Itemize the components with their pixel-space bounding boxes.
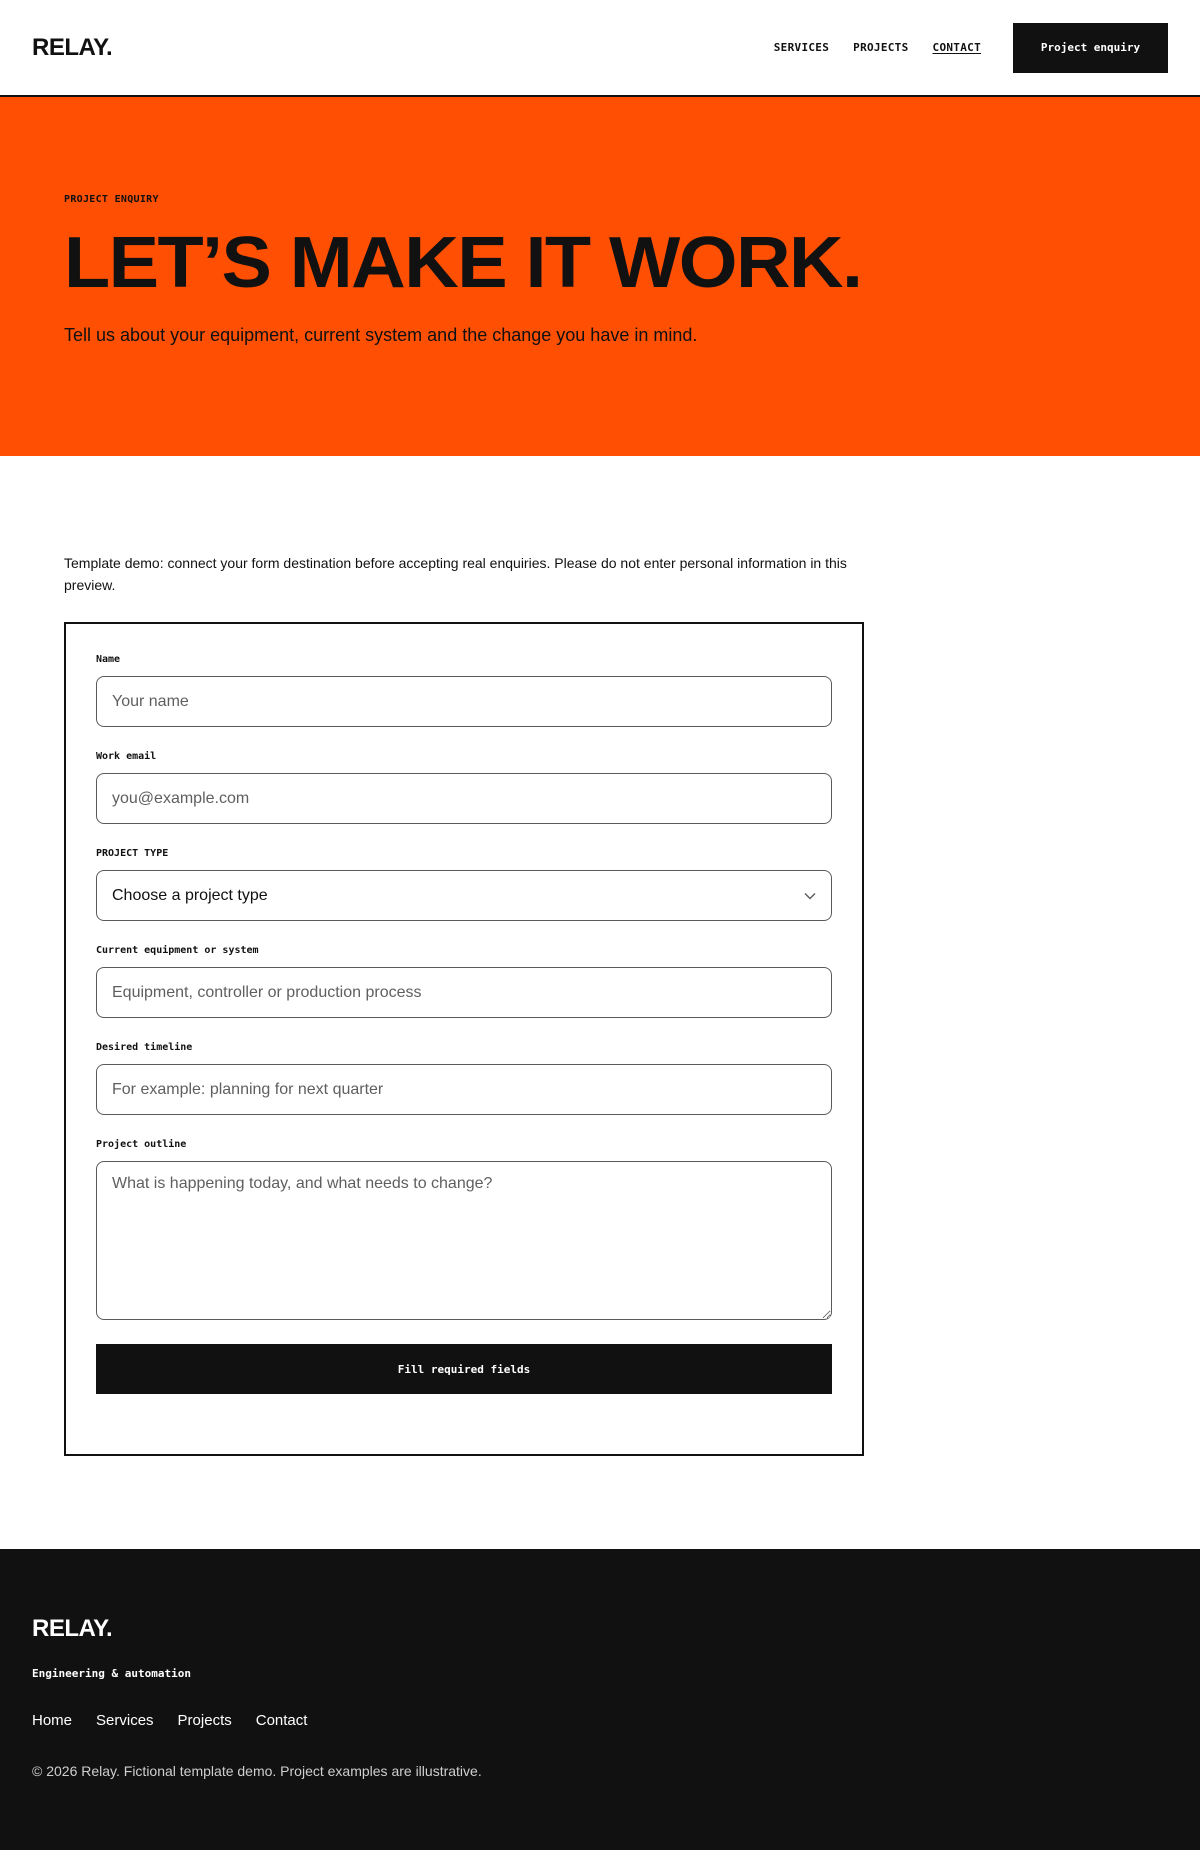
submit-button[interactable]: Fill required fields bbox=[96, 1344, 832, 1394]
timeline-label: Desired timeline bbox=[96, 1042, 193, 1053]
copyright: © 2026 Relay. Fictional template demo. Project examples are illustrative. bbox=[32, 1763, 482, 1779]
equipment-input[interactable] bbox=[96, 967, 832, 1018]
main-nav bbox=[774, 23, 1168, 73]
equipment-field-group bbox=[96, 945, 832, 1018]
hero bbox=[0, 97, 1200, 456]
footer-nav bbox=[32, 1712, 1168, 1729]
footer-logo[interactable]: RELAY. bbox=[32, 1615, 113, 1642]
nav-link-contact[interactable]: CONTACT bbox=[932, 41, 981, 54]
nav-link-projects[interactable]: PROJECTS bbox=[853, 41, 909, 54]
outline-textarea[interactable] bbox=[96, 1161, 832, 1320]
project-type-select[interactable] bbox=[96, 870, 832, 921]
page-title: LET’S MAKE IT WORK. bbox=[64, 223, 862, 303]
outline-label: Project outline bbox=[96, 1139, 187, 1150]
timeline-input[interactable] bbox=[96, 1064, 832, 1115]
project-type-field-group bbox=[96, 848, 832, 921]
outline-field-group bbox=[96, 1139, 832, 1320]
email-input[interactable] bbox=[96, 773, 832, 824]
email-label: Work email bbox=[96, 751, 157, 762]
chevron-down-icon bbox=[804, 890, 816, 902]
hero-subtitle: Tell us about your equipment, current system and the change you have in mind. bbox=[64, 325, 698, 345]
demo-notice: Template demo: connect your form destination before accepting real enquiries. Please do not enter personal information in this preview. bbox=[64, 555, 847, 593]
project-enquiry-button[interactable]: Project enquiry bbox=[1013, 23, 1168, 73]
name-field-group bbox=[96, 654, 832, 727]
equipment-label: Current equipment or system bbox=[96, 945, 259, 956]
footer-link-projects[interactable]: Projects bbox=[177, 1712, 232, 1729]
enquiry-form bbox=[64, 622, 864, 1456]
enquiry-section bbox=[0, 456, 1200, 1549]
logo[interactable]: RELAY. bbox=[32, 33, 113, 61]
name-input[interactable] bbox=[96, 676, 832, 727]
nav-link-services[interactable]: SERVICES bbox=[773, 41, 830, 54]
footer-tagline: Engineering & automation bbox=[32, 1667, 191, 1680]
timeline-field-group bbox=[96, 1042, 832, 1115]
footer-link-home[interactable]: Home bbox=[32, 1712, 73, 1729]
footer-link-services[interactable]: Services bbox=[96, 1712, 154, 1729]
email-field-group bbox=[96, 751, 832, 824]
hero-eyebrow: PROJECT ENQUIRY bbox=[64, 194, 159, 205]
project-type-label: PROJECT TYPE bbox=[96, 848, 169, 859]
site-footer bbox=[0, 1549, 1200, 1850]
project-type-value: Choose a project type bbox=[112, 886, 268, 904]
footer-link-contact[interactable]: Contact bbox=[255, 1712, 308, 1729]
site-header bbox=[0, 0, 1200, 97]
name-label: Name bbox=[96, 654, 121, 665]
